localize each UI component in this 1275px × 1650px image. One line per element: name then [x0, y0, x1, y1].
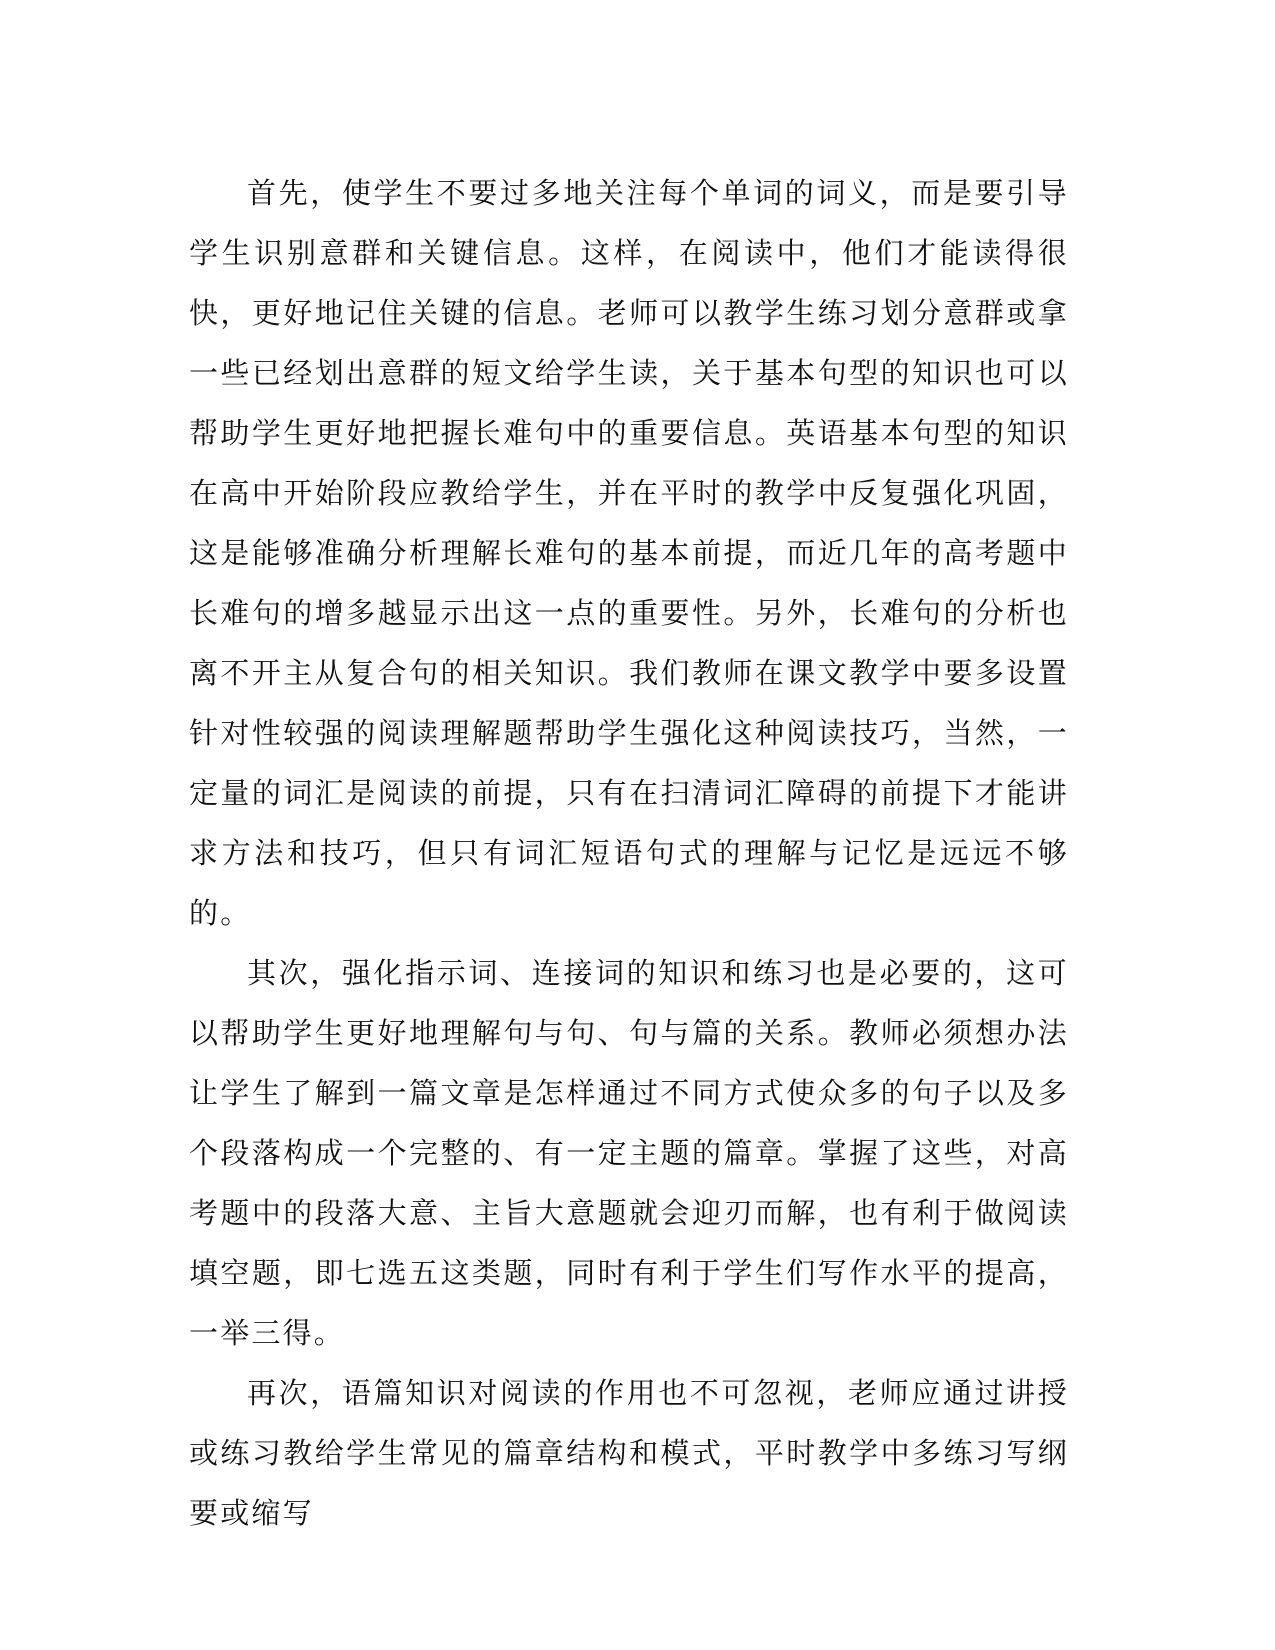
paragraph-third: 再次，语篇知识对阅读的作用也不可忽视，老师应通过讲授或练习教给学生常见的篇章结构和模式，平时教学中多练习写纲要或缩写 — [189, 1376, 1069, 1530]
document-body — [189, 163, 1069, 1543]
paragraph-first: 首先，使学生不要过多地关注每个单词的词义，而是要引导学生识别意群和关键信息。这样，在阅读中，他们才能读得很快，更好地记住关键的信息。老师可以教学生练习划分意群或拿一些已经划出意群的短文给学生读，关于基本句型的知识也可以帮助学生更好地把握长难句中的重要信息。英语基本句型的知识在高中开始阶段应教给学生，并在平时的教学中反复强化巩固，这是能够准确分析理解长难句的基本前提，而近几年的高考题中长难句的增多越显示出这一点的重要性。另外，长难句的分析也离不开主从复合句的相关知识。我们教师在课文教学中要多设置针对性较强的阅读理解题帮助学生强化这种阅读技巧，当然，一定量的词汇是阅读的前提，只有在扫清词汇障碍的前提下才能讲求方法和技巧，但只有词汇短语句式的理解与记忆是远远不够的。 — [189, 176, 1069, 930]
paragraph-second: 其次，强化指示词、连接词的知识和练习也是必要的，这可以帮助学生更好地理解句与句、句与篇的关系。教师必须想办法让学生了解到一篇文章是怎样通过不同方式使众多的句子以及多个段落构成一个完整的、有一定主题的篇章。掌握了这些，对高考题中的段落大意、主旨大意题就会迎刃而解，也有利于做阅读填空题，即七选五这类题，同时有利于学生们写作水平的提高，一举三得。 — [189, 956, 1069, 1350]
